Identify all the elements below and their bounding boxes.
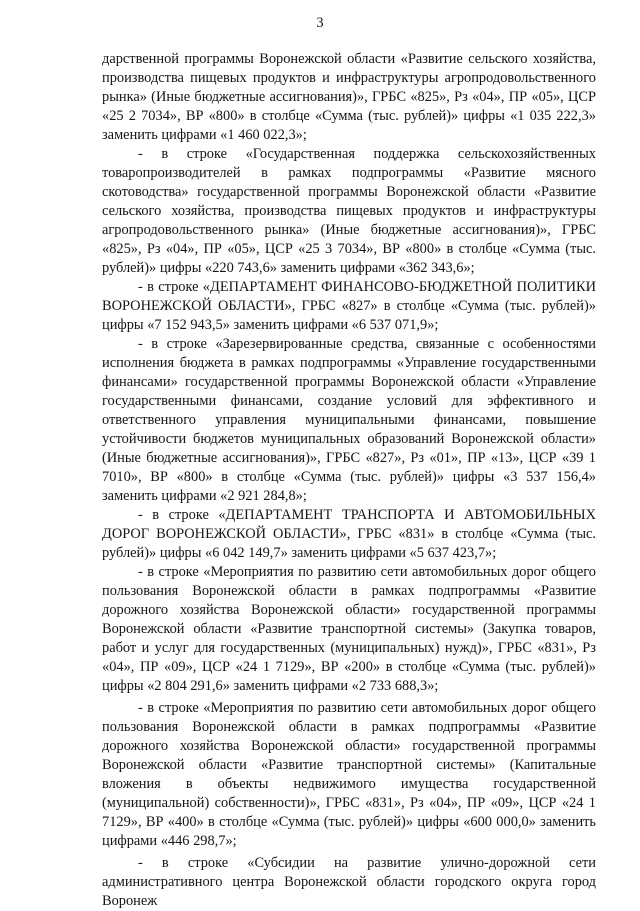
- paragraph-line-item: - в строке «Зарезервированные средства, связанные с особенностями исполнения бюджета в рамках подпрограммы «Управление государственными финансами» государственной программы Воронежской области «Управление государственными финансами, создание условий для эффективного и ответственного управления муниципальными финансами, повышение устойчивости бюджетов муниципальных образований Воронежской области» (Иные бюджетные ассигнования)», ГРБС «827», Рз «01», ПР «13», ЦСР «39 1 7010», ВР «800» в столбце «Сумма (тыс. рублей)» цифры «3 537 156,4» заменить цифрами «2 921 284,8»;: [102, 336, 596, 504]
- page-number: 3: [316, 15, 324, 31]
- document-body: [102, 50, 596, 911]
- paragraph-line-item: - в строке «ДЕПАРТАМЕНТ ФИНАНСОВО-БЮДЖЕТНОЙ ПОЛИТИКИ ВОРОНЕЖСКОЙ ОБЛАСТИ», ГРБС «827» в столбце «Сумма (тыс. рублей)» цифры «7 152 943,5» заменить цифрами «6 537 071,9»;: [102, 279, 596, 333]
- paragraph-line-item: - в строке «Субсидии на развитие улично-дорожной сети административного центра Воронежской области городского округа город Воронеж: [102, 855, 596, 909]
- paragraph-line-item: - в строке «Мероприятия по развитию сети автомобильных дорог общего пользования Воронежской области в рамках подпрограммы «Развитие дорожного хозяйства Воронежской области» государственной программы Воронежской области «Развитие транспортной системы» (Капитальные вложения в объекты недвижимого имущества государственной (муниципальной) собственности)», ГРБС «831», Рз «04», ПР «09», ЦСР «24 1 7129», ВР «400» в столбце «Сумма (тыс. рублей)» цифры «600 000,0» заменить цифрами «446 298,7»;: [102, 700, 596, 849]
- paragraph-continuation: дарственной программы Воронежской области «Развитие сельского хозяйства, производства пищевых продуктов и инфраструктуры агропродовольственного рынка» (Иные бюджетные ассигнования)», ГРБС «825», Рз «04», ПР «05», ЦСР «25 2 7034», ВР «800» в столбце «Сумма (тыс. рублей)» цифры «1 035 222,3» заменить цифрами «1 460 022,3»;: [102, 51, 596, 143]
- paragraph-line-item: - в строке «Мероприятия по развитию сети автомобильных дорог общего пользования Воронежской области в рамках подпрограммы «Развитие дорожного хозяйства Воронежской области» государственной программы Воронежской области «Развитие транспортной системы» (Закупка товаров, работ и услуг для государственных (муниципальных) нужд)», ГРБС «831», Рз «04», ПР «09», ЦСР «24 1 7129», ВР «200» в столбце «Сумма (тыс. рублей)» цифры «2 804 291,6» заменить цифрами «2 733 688,3»;: [102, 564, 596, 694]
- paragraph-line-item: - в строке «ДЕПАРТАМЕНТ ТРАНСПОРТА И АВТОМОБИЛЬНЫХ ДОРОГ ВОРОНЕЖСКОЙ ОБЛАСТИ», ГРБС «831» в столбце «Сумма (тыс. рублей)» цифры «6 042 149,7» заменить цифрами «5 637 423,7»;: [102, 507, 596, 561]
- paragraph-line-item: - в строке «Государственная поддержка сельскохозяйственных товаропроизводителей в рамках подпрограммы «Развитие мясного скотоводства» государственной программы Воронежской области «Развитие сельского хозяйства, производства пищевых продуктов и инфраструктуры агропродовольственного рынка» (Иные бюджетные ассигнования)», ГРБС «825», Рз «04», ПР «05», ЦСР «25 3 7034», ВР «800» в столбце «Сумма (тыс. рублей)» цифры «220 743,6» заменить цифрами «362 343,6»;: [102, 146, 596, 276]
